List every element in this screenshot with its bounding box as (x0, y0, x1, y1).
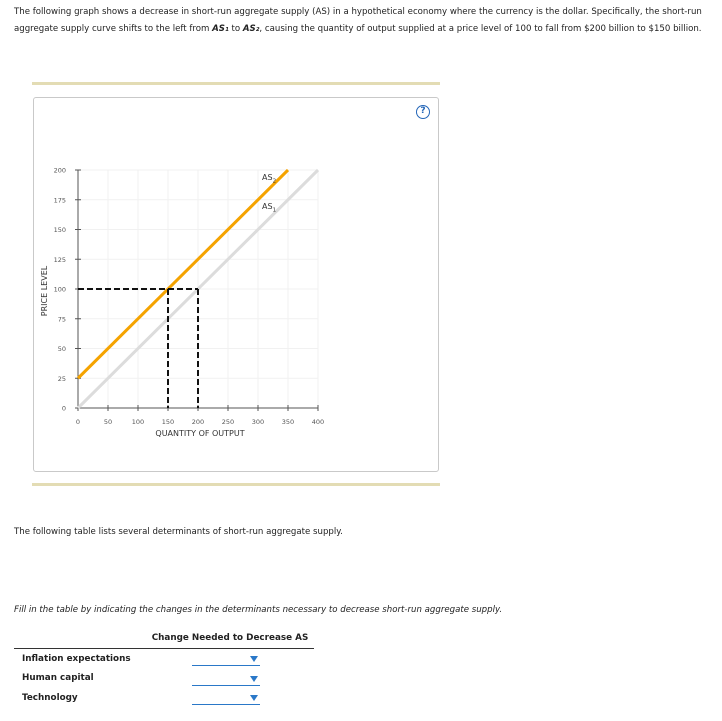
series-label-as1: $AS_1$ (262, 202, 277, 214)
x-tick-label: 300 (251, 418, 265, 426)
chevron-down-icon (250, 676, 258, 682)
human-capital-dropdown[interactable] (192, 673, 260, 686)
column-header-rule (14, 648, 314, 649)
bottom-divider (32, 483, 440, 486)
chevron-down-icon (250, 695, 258, 701)
x-tick-label: 350 (281, 418, 295, 426)
x-tick-label: 50 (103, 418, 113, 426)
series-label-as2: $AS_2$ (262, 173, 277, 185)
intro-paragraph: The following graph shows a decrease in short-run aggregate supply (AS) in a hypothetical economy where the currency is the dollar. Specifically, the short-run aggregate supply curve shifts to the left from AS₁ to AS₂, causing the quantity of output supplied at a price level of 100 to fall from $200 billion to $150 billion. (14, 7, 702, 34)
y-tick-label: 75 (57, 315, 66, 324)
x-tick-label: 200 (191, 418, 205, 426)
y-tick-label: 200 (53, 166, 66, 175)
y-tick-label: 100 (53, 285, 66, 294)
instructions: Fill in the table by indicating the changes in the determinants necessary to decrease short-run aggregate supply. (14, 605, 503, 615)
technology-dropdown[interactable] (192, 692, 260, 705)
y-tick-label: 125 (53, 255, 66, 264)
series-label-subscript: 2 (272, 178, 277, 185)
chevron-down-icon (250, 656, 258, 662)
x-axis-label: QUANTITY OF OUTPUT (155, 429, 245, 438)
series-label-subscript: 1 (272, 207, 277, 214)
row-label-technology: Technology (22, 693, 78, 703)
x-tick-label: 400 (311, 418, 325, 426)
y-tick-label: 0 (61, 404, 66, 413)
x-tick-label: 100 (131, 418, 145, 426)
column-header: Change Needed to Decrease AS (151, 633, 309, 643)
row-label-human-capital: Human capital (22, 673, 94, 683)
y-axis-label: PRICE LEVEL (40, 265, 49, 317)
y-tick-label: 175 (53, 196, 66, 205)
y-tick-label: 50 (57, 345, 66, 353)
y-tick-label: 150 (53, 226, 66, 234)
x-tick-label: 250 (221, 418, 235, 426)
row-label-inflation-expectations: Inflation expectations (22, 654, 131, 664)
determinants-intro: The following table lists several determinants of short-run aggregate supply. (14, 527, 343, 537)
help-icon[interactable]: ? (416, 105, 430, 119)
x-tick-label: 0 (75, 418, 81, 426)
x-tick-label: 150 (161, 418, 175, 426)
series-line-as2 (78, 170, 288, 378)
y-tick-label: 25 (57, 374, 66, 383)
inflation-expectations-dropdown[interactable] (192, 653, 260, 666)
